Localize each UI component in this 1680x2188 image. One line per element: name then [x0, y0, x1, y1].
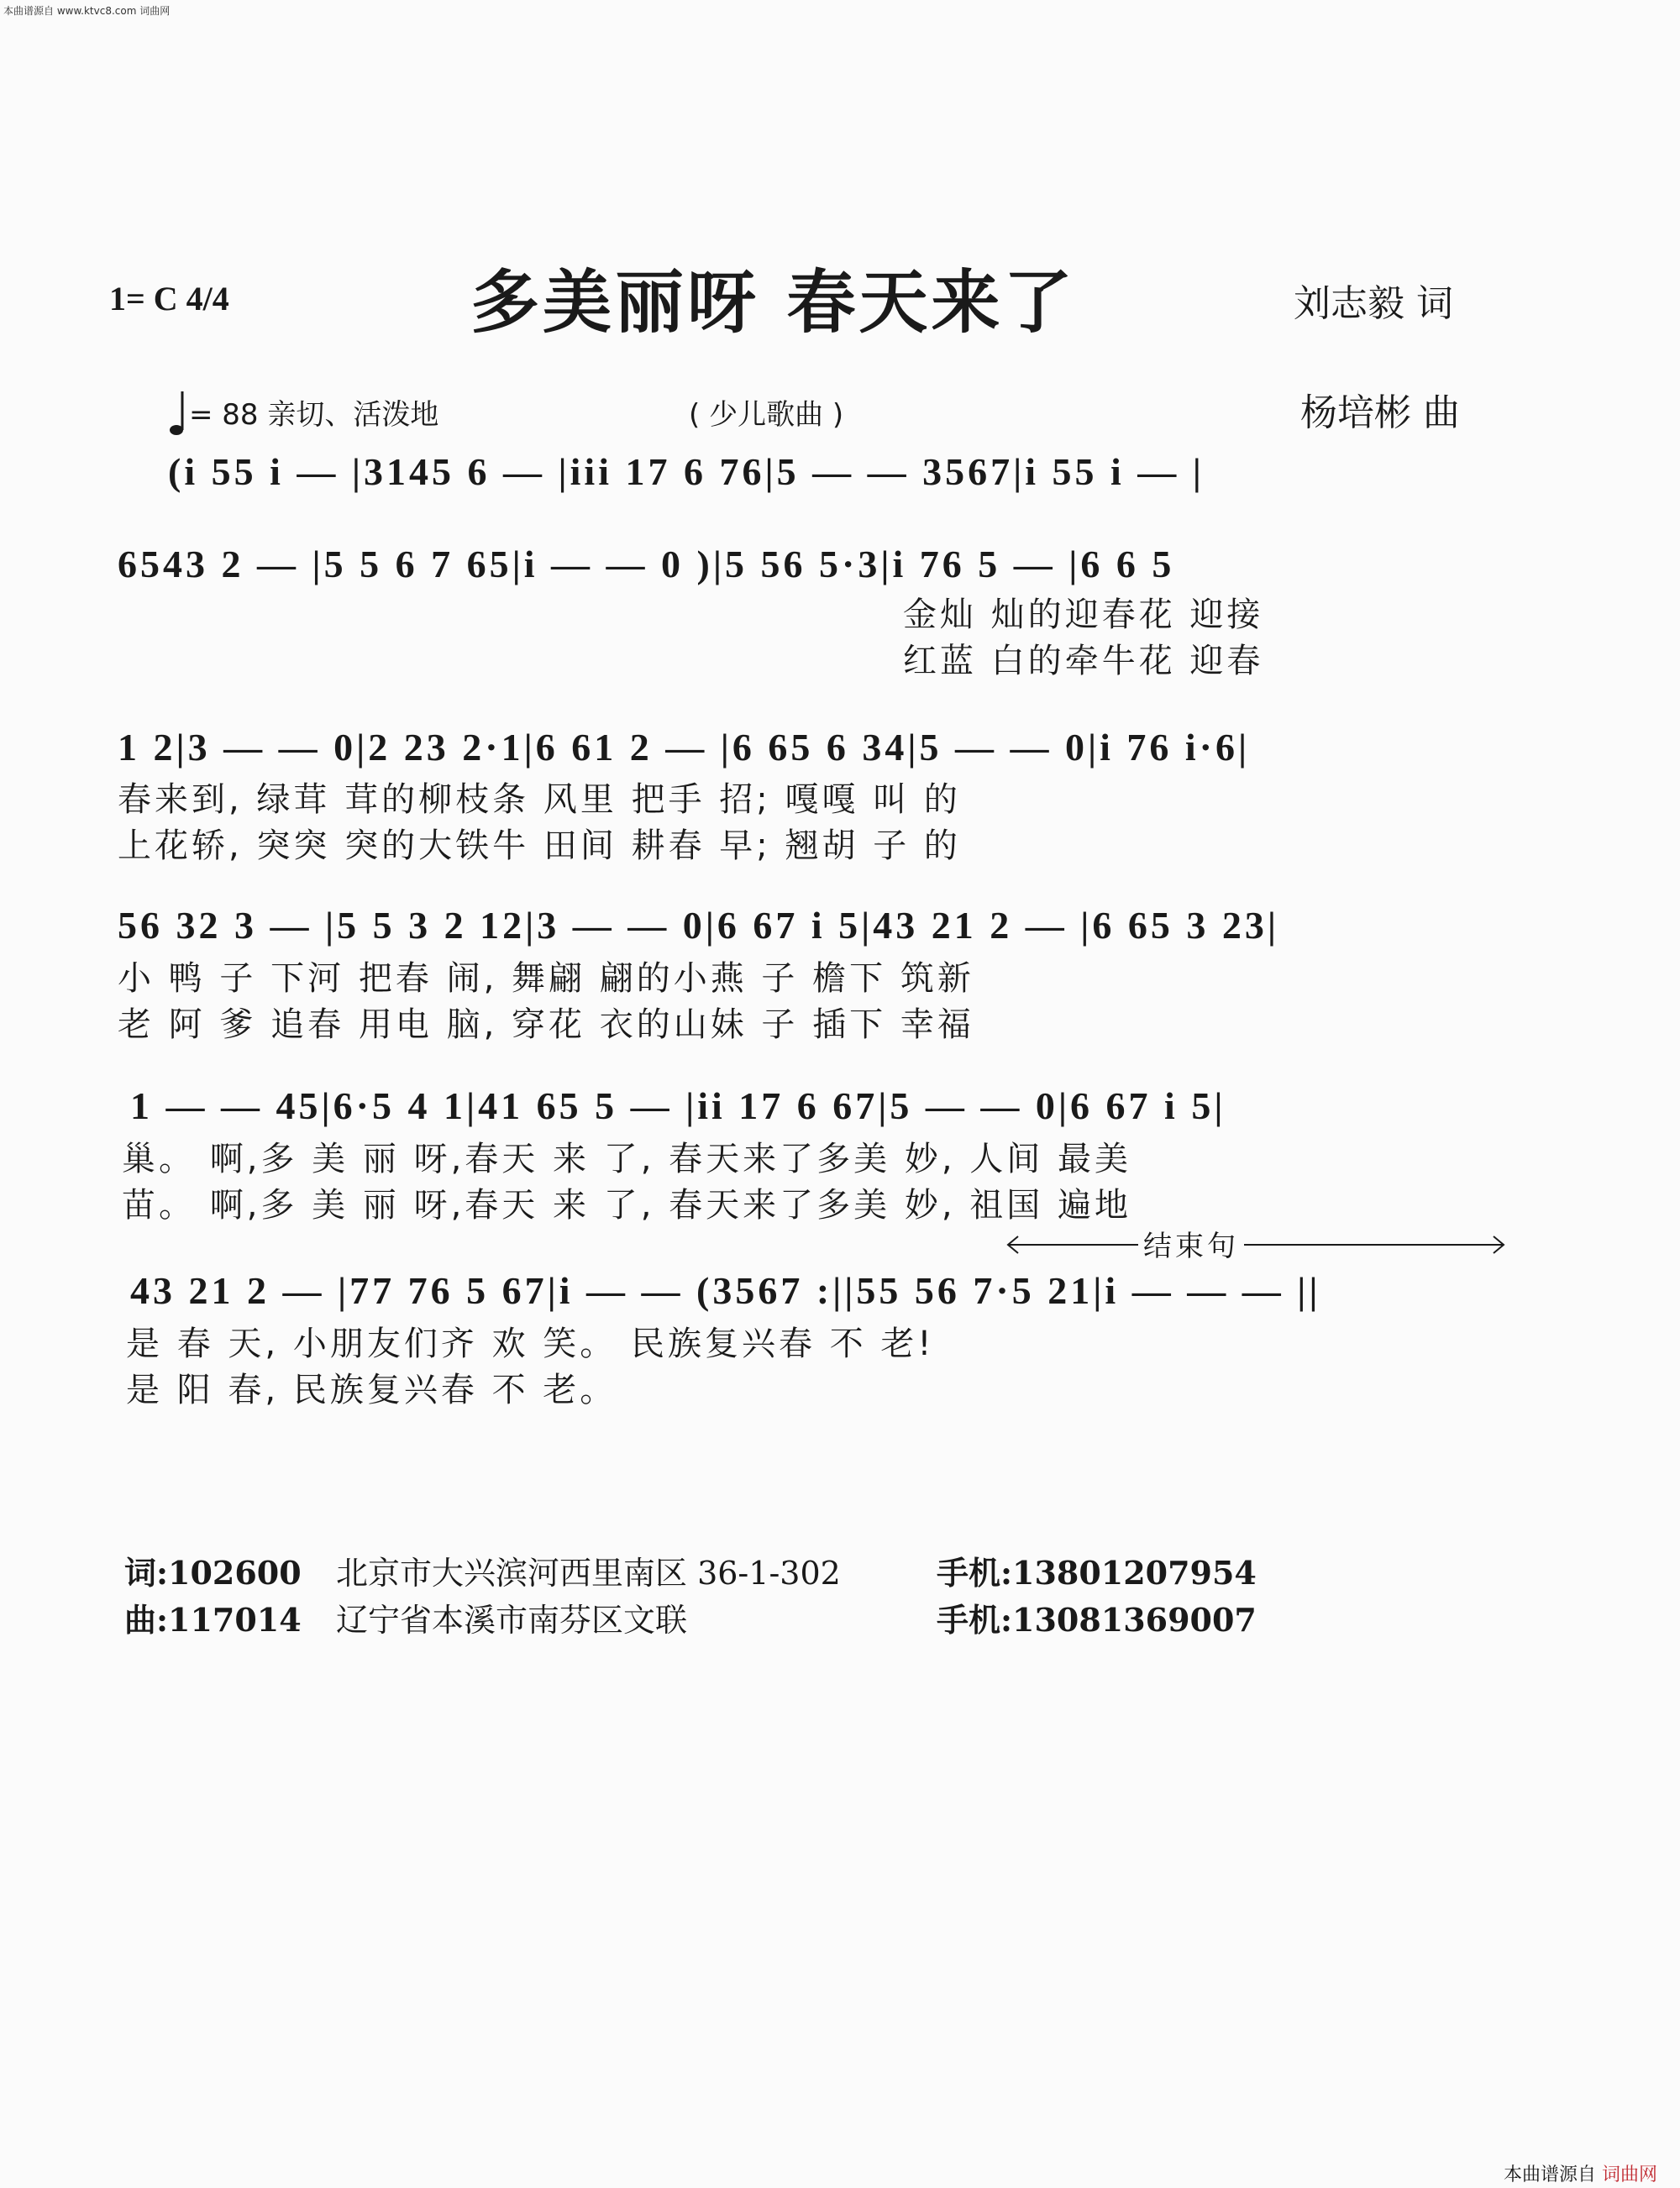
score-line-6: 43 21 2 — |77 76 5 67|i — — (3567 :||55 56 7·5 21|i — — — ||	[130, 1269, 1321, 1312]
lyrics-line-6-verse-1: 是 春 天, 小朋友们齐 欢 笑。 民族复兴春 不 老!	[126, 1325, 935, 1363]
lyrics-line-4-verse-1: 小 鸭 子 下河 把春 闹, 舞翩 翩的小燕 子 檐下 筑新	[118, 959, 974, 998]
lyrics-line-3-verse-2: 上花轿, 突突 突的大铁牛 田间 耕春 早; 翘胡 子 的	[118, 826, 961, 865]
contact-label: 词:	[124, 1554, 169, 1592]
score-line-2: 6543 2 — |5 5 6 7 65|i — — 0 )|5 56 5·3|i 76 5 — |6 6 5	[118, 543, 1175, 585]
genre-label: ( 少儿歌曲 )	[689, 398, 844, 432]
coda-label: 结束句	[1138, 1223, 1244, 1264]
contact-label: 曲:	[124, 1601, 169, 1639]
lyrics-line-5-verse-1: 巢。 啊,多 美 丽 呀,春天 来 了, 春天来了多美 妙, 人间 最美	[122, 1140, 1132, 1178]
score-line-4: 56 32 3 — |5 5 3 2 12|3 — — 0|6 67 i 5|43 21 2 — |6 65 3 23|	[118, 904, 1280, 947]
tempo-marking: = 88 亲切、活泼地	[189, 398, 439, 432]
quarter-note-icon	[168, 388, 188, 438]
lyrics-line-3-verse-1: 春来到, 绿茸 茸的柳枝条 风里 把手 招; 嘎嘎 叫 的	[118, 780, 961, 819]
contact-composer	[124, 1594, 302, 1640]
lyrics-line-2-verse-2: 红蓝 白的牵牛花 迎春	[903, 642, 1264, 680]
footer-logo	[1504, 2160, 1657, 2186]
source-header: 本曲谱源自 www.ktvc8.com 词曲网	[3, 5, 171, 17]
score-line-5: 1 — — 45|6·5 4 1|41 65 5 — |ii 17 6 67|5 — — 0|6 67 i 5|	[130, 1084, 1226, 1127]
lyrics-line-4-verse-2: 老 阿 爹 追春 用电 脑, 穿花 衣的山妹 子 插下 幸福	[118, 1005, 974, 1044]
contact-address: 辽宁省本溪市南芬区文联	[336, 1602, 688, 1639]
contact-lyricist	[124, 1547, 302, 1593]
footer-source: 本曲谱源自	[1504, 2164, 1597, 2185]
page-title: 多美丽呀 春天来了	[470, 263, 1076, 343]
lyricist-credit: 刘志毅 词	[1294, 282, 1453, 325]
score-line-3: 1 2|3 — — 0|2 23 2·1|6 61 2 — |6 65 6 34|5 — — 0|i 76 i·6|	[118, 726, 1251, 769]
footer-site: 词曲网	[1602, 2164, 1658, 2185]
contact-phone: 手机:13081369007	[937, 1601, 1257, 1639]
key-signature: 1= C 4/4	[109, 280, 229, 317]
contact-phone: 手机:13801207954	[937, 1554, 1257, 1592]
coda-bracket	[1000, 1226, 1512, 1260]
postal-code: 117014	[168, 1601, 302, 1639]
lyrics-line-5-verse-2: 苗。 啊,多 美 丽 呀,春天 来 了, 春天来了多美 妙, 祖国 遍地	[122, 1186, 1132, 1225]
composer-credit: 杨培彬 曲	[1300, 391, 1460, 434]
lyrics-line-2-verse-1: 金灿 灿的迎春花 迎接	[903, 596, 1264, 634]
contact-address: 北京市大兴滨河西里南区 36-1-302	[336, 1555, 841, 1592]
postal-code: 102600	[168, 1554, 302, 1592]
score-line-1: (i 55 i — |3145 6 — |iii 17 6 76|5 — — 3567|i 55 i — |	[168, 450, 1205, 493]
lyrics-line-6-verse-2: 是 阳 春, 民族复兴春 不 老。	[126, 1371, 617, 1409]
